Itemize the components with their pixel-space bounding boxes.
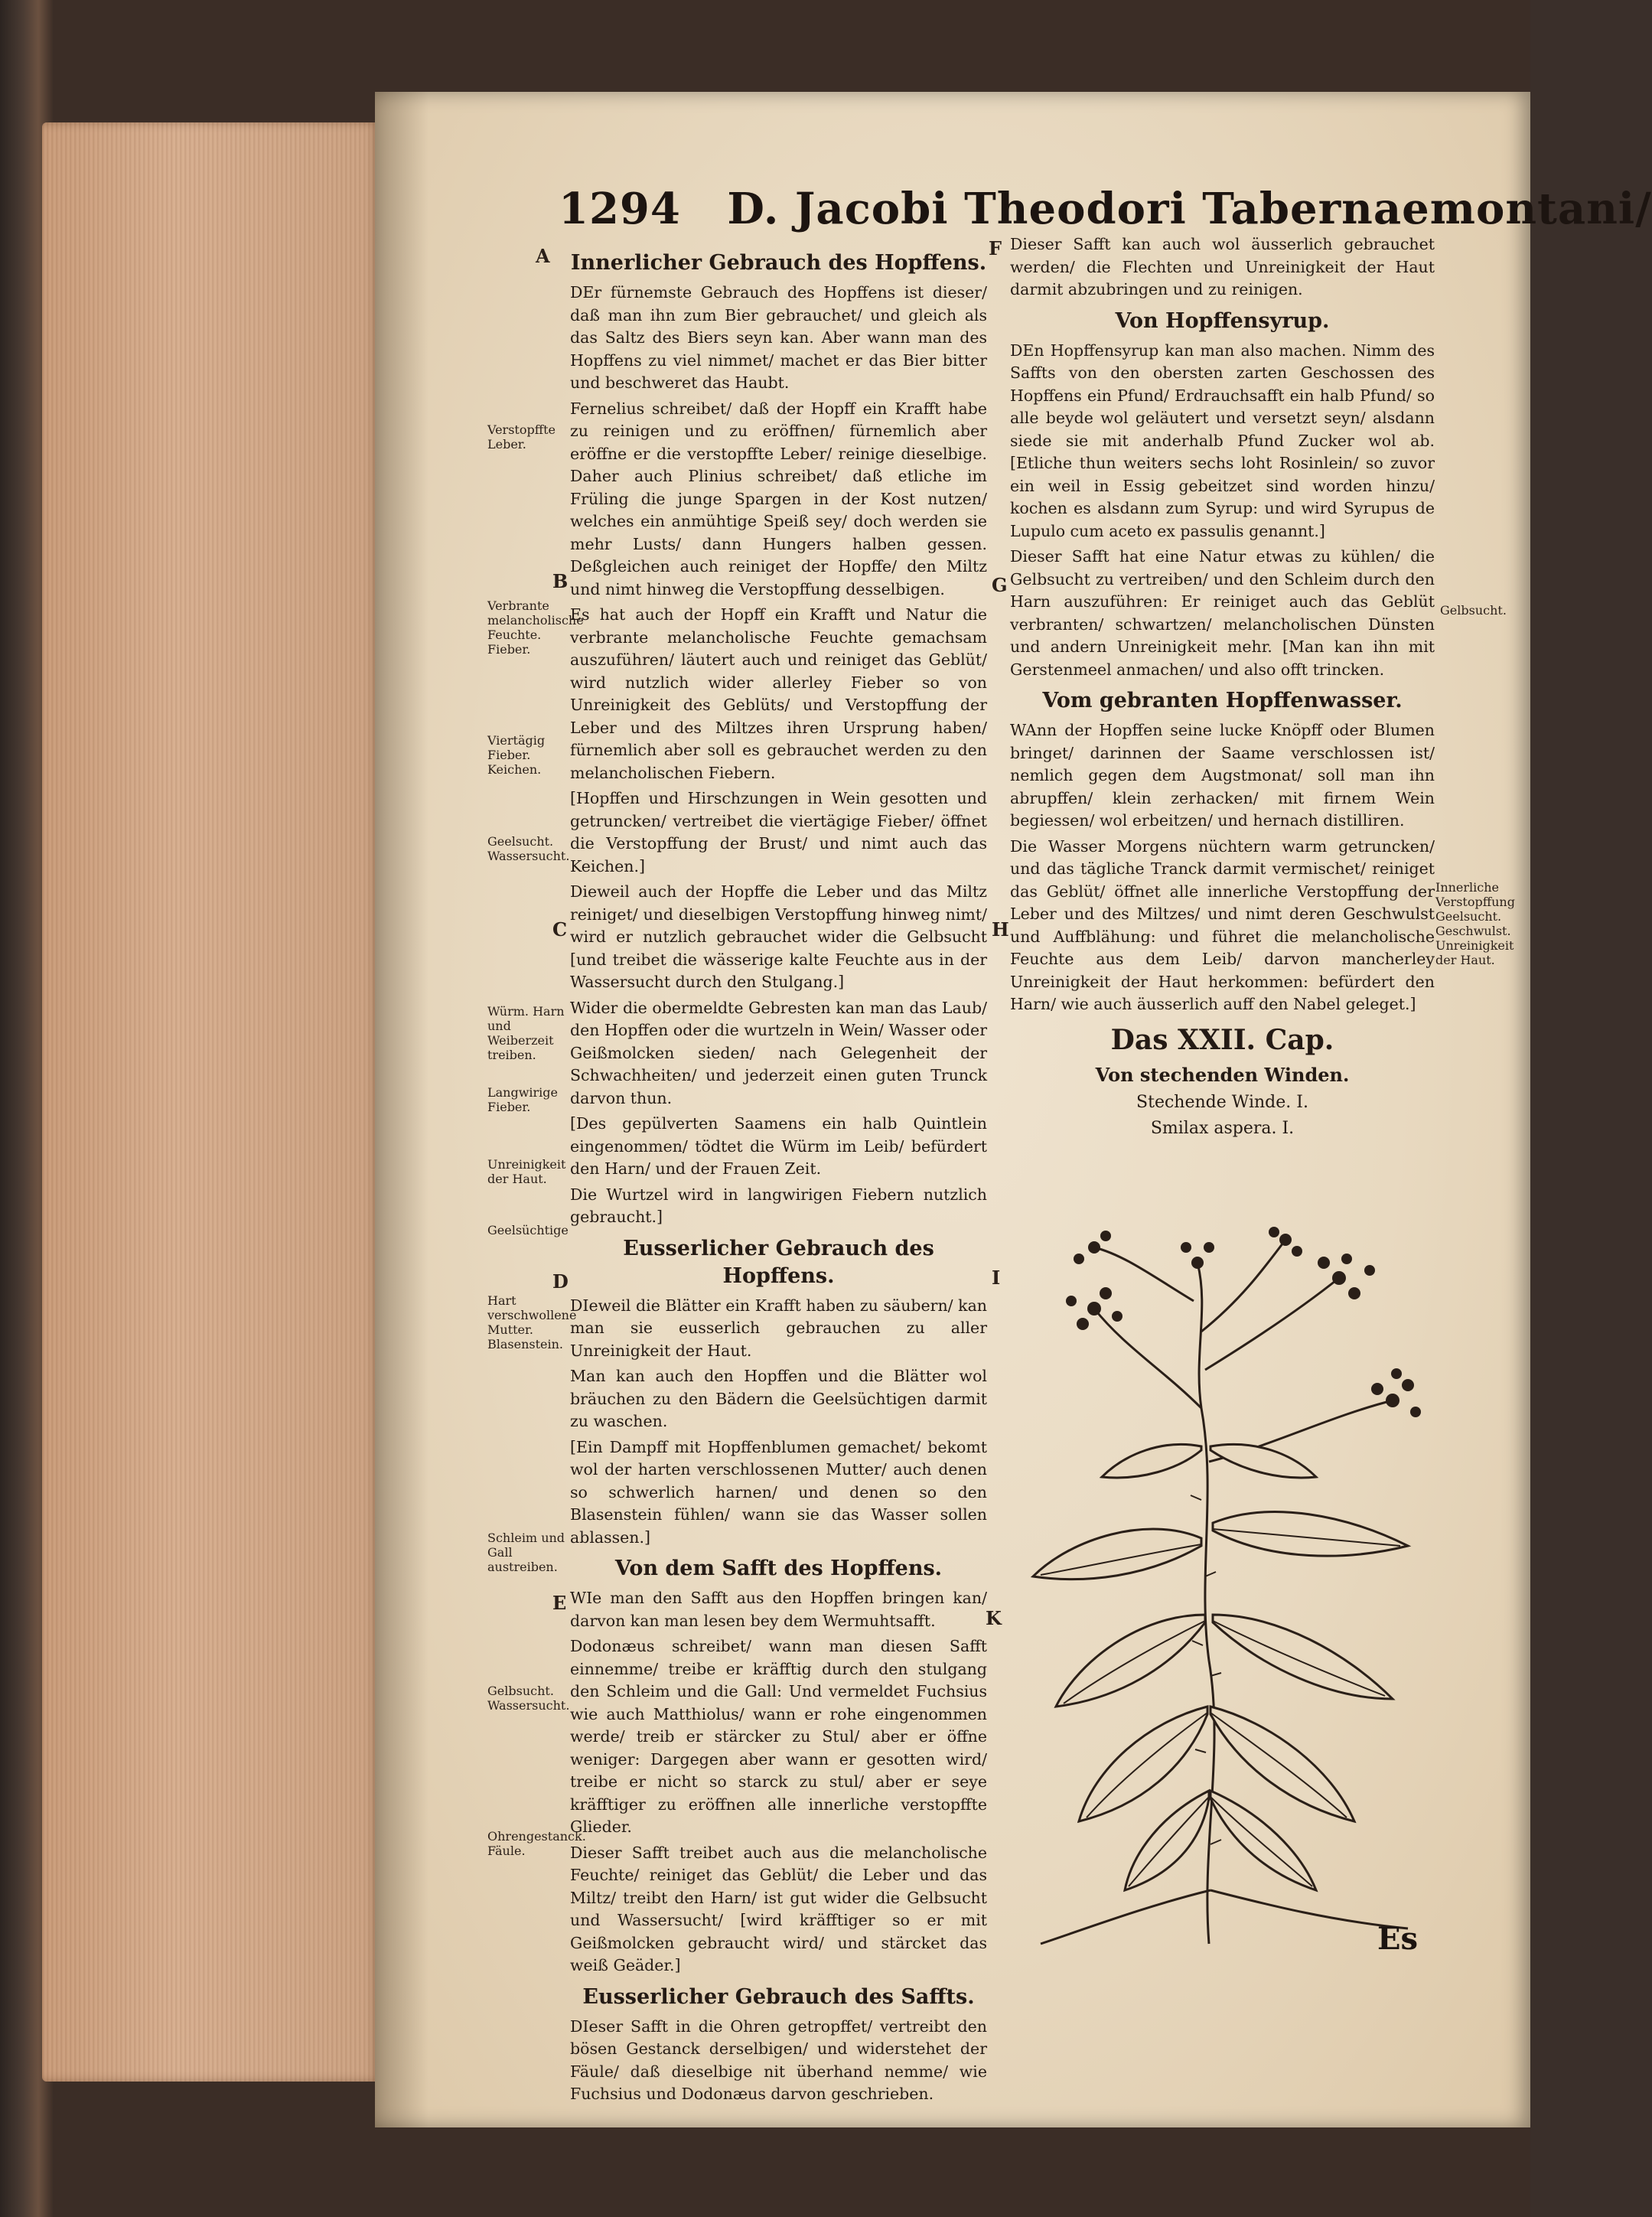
running-title: D. Jacobi Theodori Tabernaemontani/	[727, 184, 1652, 234]
page-number: 1294	[559, 184, 681, 234]
smilax-woodcut-illustration	[1010, 1217, 1439, 1951]
paragraph: [Ein Dampff mit Hopffenblumen gemachet/ bekomt wol der harten verschlossenen Mutter/ auch denen so schwerlich harnen/ und denen so den Blasenstein fühlen/ wann sie das Wasser sollen ablassen.]	[570, 1437, 987, 1547]
section-letter: D	[552, 1270, 569, 1293]
paragraph: Fernelius schreibet/ daß der Hopff ein Krafft habe zu reinigen und zu eröffnen/ fürnemlich aber eröffne er die verstopffte Leber/ reinige dieselbige. Daher auch Plinius schreibet/ daß etliche im Früling die junge Spargen in der Kost nutzen/ welches ein anmühtige Speiß sey/ doch werden sie mehr Lusts/ dann Hungers halben gessen. Deßgleichen auch reiniget der Hopffe/ den Miltz und nimt hinweg die Verstopffung desselbigen.	[570, 399, 987, 598]
spine-shadow	[375, 92, 428, 2127]
margin-note: Würm. Harn und Weiberzeit treiben.	[487, 1004, 565, 1062]
paragraph: Dieser Safft hat eine Natur etwas zu kühlen/ die Gelbsucht zu vertreiben/ und den Schleim durch den Harn auszuführen: Er reiniget auch das Geblüt verbranten/ schwartzen/ melancholischen Dünsten und andern Unreinigkeit mehr. [Man kan ihn mit Gerstenmeel anmachen/ und also offt trincken.	[1010, 547, 1435, 679]
margin-note: Hart verschwollene Mutter. Blasenstein.	[487, 1293, 577, 1351]
right-column	[1010, 233, 1435, 1143]
margin-note: Gelbsucht. Wassersucht.	[487, 1684, 570, 1713]
left-column	[570, 243, 987, 2109]
page-block-edge	[42, 122, 379, 2082]
paragraph: [Des gepülverten Saamens ein halb Quintlein eingenommen/ tödtet die Würm im Leib/ befürdert den Harn/ und der Frauen Zeit.	[570, 1114, 987, 1178]
paragraph: Dodonæus schreibet/ wann man diesen Safft einnemme/ treibe er kräfftig durch den stulgang den Schleim und die Gall: Und vermeldet Fuchsius wie auch Matthiolus/ wann er rohe eingenommen werde/ treib er stärcker zu Stul/ aber er öffne weniger: Dargegen aber wann er gesotten wird/ treibe er nicht so starck zu stul/ aber er seye kräfftiger zu eröffnen alle innerliche verstopffte Glieder.	[570, 1637, 987, 1836]
section-letter: K	[986, 1607, 1002, 1629]
paragraph: DIeser Safft in die Ohren getropffet/ vertreibt den bösen Gestanck derselbigen/ und widerstehet der Fäule/ daß dieselbige nit überhand nemme/ wie Fuchsius und Dodonæus darvon geschrieben.	[570, 2016, 987, 2103]
chapter-title: Das XXII. Cap.	[1110, 1023, 1334, 1056]
heading: Von Hopffensyrup.	[1115, 308, 1330, 333]
paragraph: WAnn der Hopffen seine lucke Knöpff oder Blumen bringet/ darinnen der Saame verschlossen ist/ nemlich gegen dem Augstmonat/ soll man ihn abrupffen/ klein zerhacken/ mit firnem Wein begiessen/ wol erbeitzen/ und hernach distilliren.	[1010, 721, 1435, 830]
margin-note: Verstopffte Leber.	[487, 422, 556, 452]
heading: Von dem Safft des Hopffens.	[614, 1557, 943, 1580]
section-letter: B	[552, 570, 569, 592]
margin-note: Ohrengestanck. Fäule.	[487, 1829, 586, 1858]
section-letter: H	[992, 918, 1009, 941]
paragraph: Dieser Safft kan auch wol äusserlich gebrauchet werden/ die Flechten und Unreinigkeit der Haut darmit abzubringen und zu reinigen.	[1010, 235, 1435, 298]
margin-note: Verbrante melancholische Feuchte. Fieber.	[487, 598, 584, 657]
section-letter: I	[992, 1267, 1001, 1289]
paragraph: Dieser Safft treibet auch aus die melancholische Feuchte/ reiniget das Geblüt/ die Leber und das Miltz/ treibt den Harn/ ist gut wider die Gelbsucht und Wassersucht/ [wird kräfftiger so er mit Geißmolcken gebraucht wird/ und stärcket das weiß Geäder.]	[570, 1843, 987, 1974]
paragraph: Die Wurtzel wird in langwirigen Fiebern nutzlich gebraucht.]	[570, 1185, 987, 1226]
paragraph: DIeweil die Blätter ein Krafft haben zu säubern/ kan man sie eusserlich gebrauchen zu aller Unreinigkeit der Haut.	[570, 1296, 987, 1360]
paragraph: Die Wasser Morgens nüchtern warm getruncken/ und das tägliche Tranck darmit vermischet/ reiniget das Geblüt/ öffnet alle innerliche Verstopffung der Leber und des Miltzes/ und nimt deren Geschwulst und Auffblähung: und führet die melancholische Feuchte aus dem Leib/ darvon mancherley Unreinigkeit der Haut herkommen: befürdert den Harn/ wie auch äusserlich auff den Nabel geleget.]	[1010, 836, 1435, 1013]
paragraph: Dieweil auch der Hopffe die Leber und das Miltz reiniget/ und dieselbigen Verstopffung hinweg nimt/ wird er nutzlich gebrauchet wider die Gelbsucht [und treibet die wässerige kalte Feuchte aus in der Wassersucht durch den Stulgang.]	[570, 882, 987, 991]
plant-caption: Stechende Winde. I.	[1136, 1092, 1308, 1112]
paragraph: WIe man den Safft aus den Hopffen bringen kan/ darvon kan man lesen bey dem Wermuhtsafft.	[570, 1589, 987, 1630]
margin-note: Innerliche Verstopffung Geelsucht. Geschwulst. Unreinigkeit der Haut.	[1435, 880, 1515, 967]
paragraph: DEr fürnemste Gebrauch des Hopffens ist dieser/ daß man ihn zum Bier gebrauchet/ und gleich als das Saltz des Biers seyn kan. Aber wann man des Hopffens zu viel nimmet/ machet er das Bier bitter und beschweret das Haubt.	[570, 283, 987, 392]
paragraph: Man kan auch den Hopffen und die Blätter wol bräuchen zu den Bädern die Geelsüchtigen darmit zu waschen.	[570, 1367, 987, 1430]
catchword: Es	[1377, 1921, 1419, 1957]
chapter-subtitle: Von stechenden Winden.	[1095, 1063, 1350, 1086]
margin-note: Gelbsucht.	[1440, 603, 1507, 618]
plant-caption-latin: Smilax aspera. I.	[1150, 1118, 1295, 1138]
margin-note: Geelsüchtige	[487, 1223, 569, 1237]
section-letter: A	[536, 245, 550, 267]
heading: Eusserlicher Gebrauch des Saffts.	[582, 1984, 975, 2009]
section-letter: F	[989, 237, 1002, 259]
heading: Vom gebranten Hopffenwasser.	[1042, 689, 1403, 712]
paragraph: [Hopffen und Hirschzungen in Wein gesotten und getruncken/ vertreibet die viertägige Fieber/ öffnet die Verstopffung der Brust/ und nimt auch das Keichen.]	[570, 789, 987, 875]
margin-note: Schleim und Gall austreiben.	[487, 1531, 565, 1574]
margin-note: Geelsucht. Wassersucht.	[487, 834, 570, 863]
margin-note: Unreinigkeit der Haut.	[487, 1157, 566, 1186]
margin-note: Langwirige Fieber.	[487, 1085, 558, 1114]
heading: Innerlicher Gebrauch des Hopffens.	[570, 251, 987, 275]
paragraph: DEn Hopffensyrup kan man also machen. Nimm des Saffts von den obersten zarten Geschossen des Hopffens ein Pfund/ Erdrauchsafft ein halb Pfund/ so alle beyde wol geläutert und versetzt seyn/ alsdann siede sie mit anderhalb Pfund Zucker wol ab. [Etliche thun weiters sechs loht Rosinlein/ so zuvor ein weil in Essig gebeitzet sind worden hinzu/ kochen es alsdann zum Syrup: und wird Syrupus de Lupulo cum aceto ex passulis genannt.]	[1010, 341, 1435, 540]
section-letter: C	[552, 918, 568, 941]
heading: Eusserlicher Gebrauch des Hopffens.	[623, 1236, 934, 1288]
section-letter: G	[992, 574, 1008, 596]
paragraph: Es hat auch der Hopff ein Krafft und Natur die verbrante melancholische Feuchte gemachsam auszuführen/ läutert auch und reiniget das Geblüt/ wird nutzlich wider allerley Fieber so von Unreinigkeit des Geblüts/ und Verstopffung der Leber und des Miltzes ihren Ursprung haben/ fürnemlich aber soll es gebrauchet werden zu den melancholischen Fiebern.	[570, 605, 987, 782]
paragraph: Wider die obermeldte Gebresten kan man das Laub/ den Hopffen oder die wurtzeln in Wein/ Wasser oder Geißmolcken sieden/ nach Gelegenheit der Schwachheiten/ und jederzeit einen guten Trunck darvon thun.	[570, 998, 987, 1107]
section-letter: E	[552, 1592, 567, 1614]
margin-note: Viertägig Fieber. Keichen.	[487, 733, 546, 777]
